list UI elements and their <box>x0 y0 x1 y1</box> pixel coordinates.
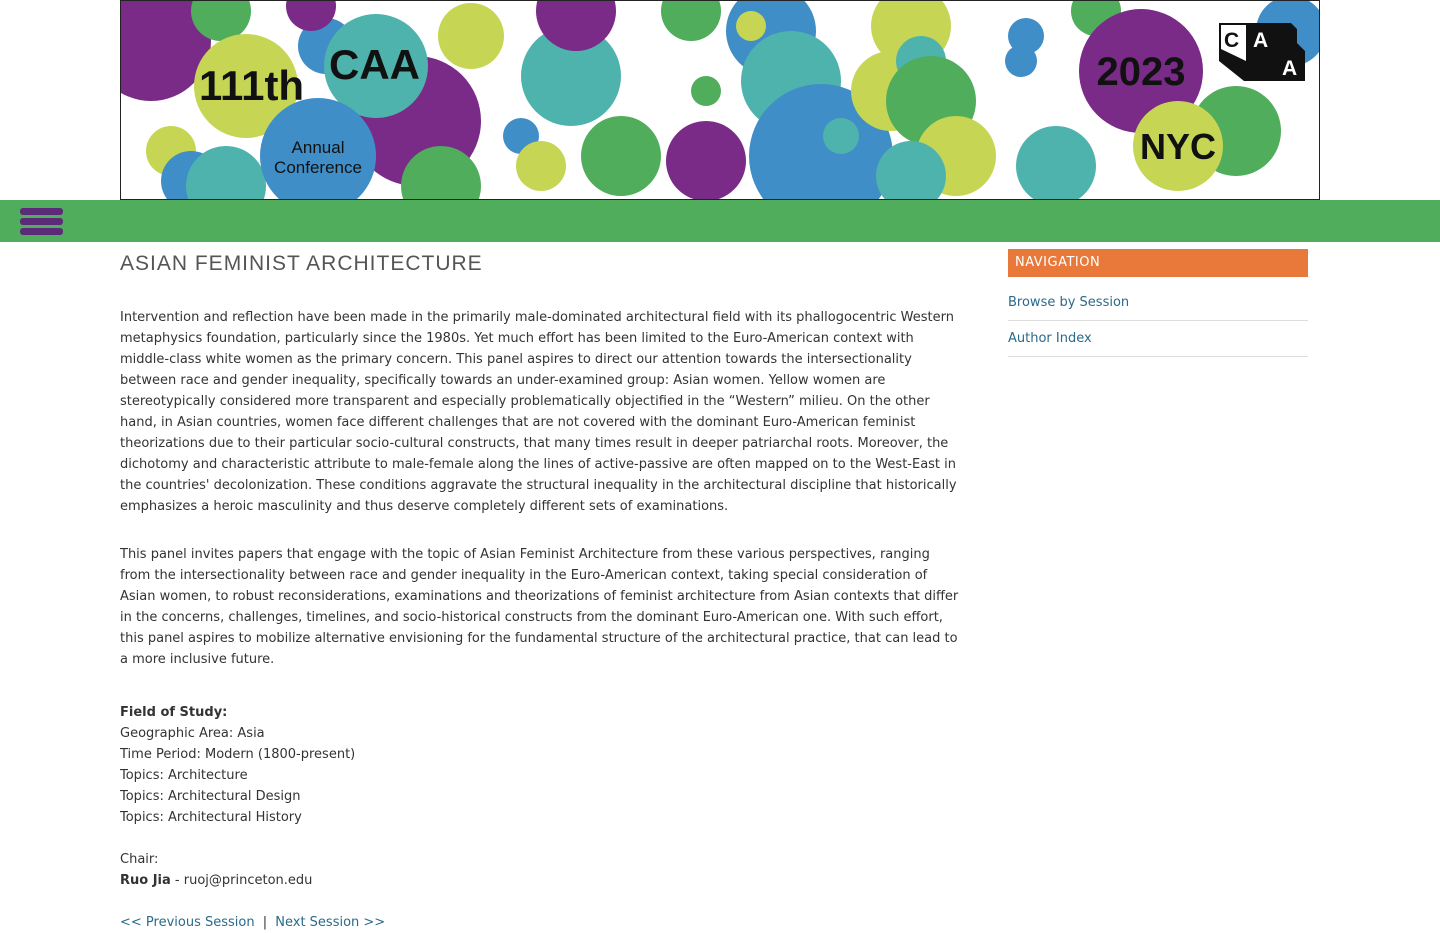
session-pager <box>120 912 960 933</box>
city-text: NYC <box>1139 126 1217 167</box>
subtitle-line2: Conference <box>274 158 362 177</box>
hamburger-menu-icon[interactable] <box>20 206 64 238</box>
chair-name: Ruo Jia <box>120 873 171 888</box>
field-item: Topics: Architectural Design <box>120 789 301 804</box>
previous-session-link[interactable]: << Previous Session <box>120 915 255 930</box>
field-item: Geographic Area: Asia <box>120 726 265 741</box>
sidebar-navigation <box>1008 249 1308 357</box>
navigation-header: NAVIGATION <box>1008 249 1308 277</box>
next-session-link[interactable]: Next Session >> <box>275 915 386 930</box>
field-item: Time Period: Modern (1800-present) <box>120 747 356 762</box>
main-content <box>120 250 960 930</box>
abstract-paragraph-1: Intervention and reflection have been made in the primarily male-dominated architectural field with its phallogocentric Western metaphysics foundation, particularly since the 1980s. Yet much effort has been limited to the Euro-American context with middle-class white women as the primary concern. This panel aspires to direct our attention towards the intersectionality between race and gender inequality, specifically towards an under-examined group: Asian women. Yellow women are stereotypically considered more transparent and especially problematically objectified in the “Western” milieu. On the other hand, in Asian countries, women face different challenges that are not covered with the dominant Euro-American feminist theorizations due to their particular socio-cultural constructs, that many times result in deeper patriarchal roots. Moreover, the dichotomy and characteristic attribute to male-female along the lines of active-passive are often mapped on to the West-East in the countries' decolonization. These conditions aggravate the structural inequality in the architectural discipline that historically emphasizes a heroic masculinity and thus deserve completely different sets of examinations. <box>120 310 957 514</box>
logo-letter-1: C <box>1224 29 1240 52</box>
logo-letter-2: A <box>1253 29 1269 52</box>
edition-text: 111th <box>199 62 305 109</box>
banner-graphic <box>121 1 1319 199</box>
field-item: Topics: Architecture <box>120 768 248 783</box>
logo-letter-3: A <box>1282 57 1298 80</box>
pager-separator: | <box>262 915 268 930</box>
chair-label: Chair: <box>120 852 159 867</box>
chair-email: - ruoj@princeton.edu <box>170 873 313 888</box>
page-title: ASIAN FEMINIST ARCHITECTURE <box>120 252 483 275</box>
field-item: Topics: Architectural History <box>120 810 302 825</box>
org-text: CAA <box>329 41 420 88</box>
caa-logo <box>1219 23 1305 81</box>
top-navbar <box>0 200 1440 242</box>
conference-banner <box>120 0 1320 200</box>
field-of-study-label: Field of Study: <box>120 705 228 720</box>
chair-entry <box>120 870 960 891</box>
author-index-link[interactable]: Author Index <box>1008 321 1308 357</box>
chair-section <box>120 849 960 891</box>
field-of-study <box>120 702 960 828</box>
year-text: 2023 <box>1096 50 1186 94</box>
subtitle-line1: Annual <box>291 138 345 157</box>
browse-by-session-link[interactable]: Browse by Session <box>1008 285 1308 321</box>
abstract-paragraph-2: This panel invites papers that engage with the topic of Asian Feminist Architecture from these various perspectives, ranging from the intersectionality between race and gender inequality in the Euro-American context, taking special consideration of Asian women, to robust reconsiderations, examinations and theorizations of feminist architecture from Asian contexts that differ in the concerns, challenges, timelines, and socio-historical constructs from the dominant Euro-American one. With such effort, this panel aspires to mobilize alternative envisioning for the fundamental structure of the architectural practice, that can lead to a more inclusive future. <box>120 547 959 667</box>
